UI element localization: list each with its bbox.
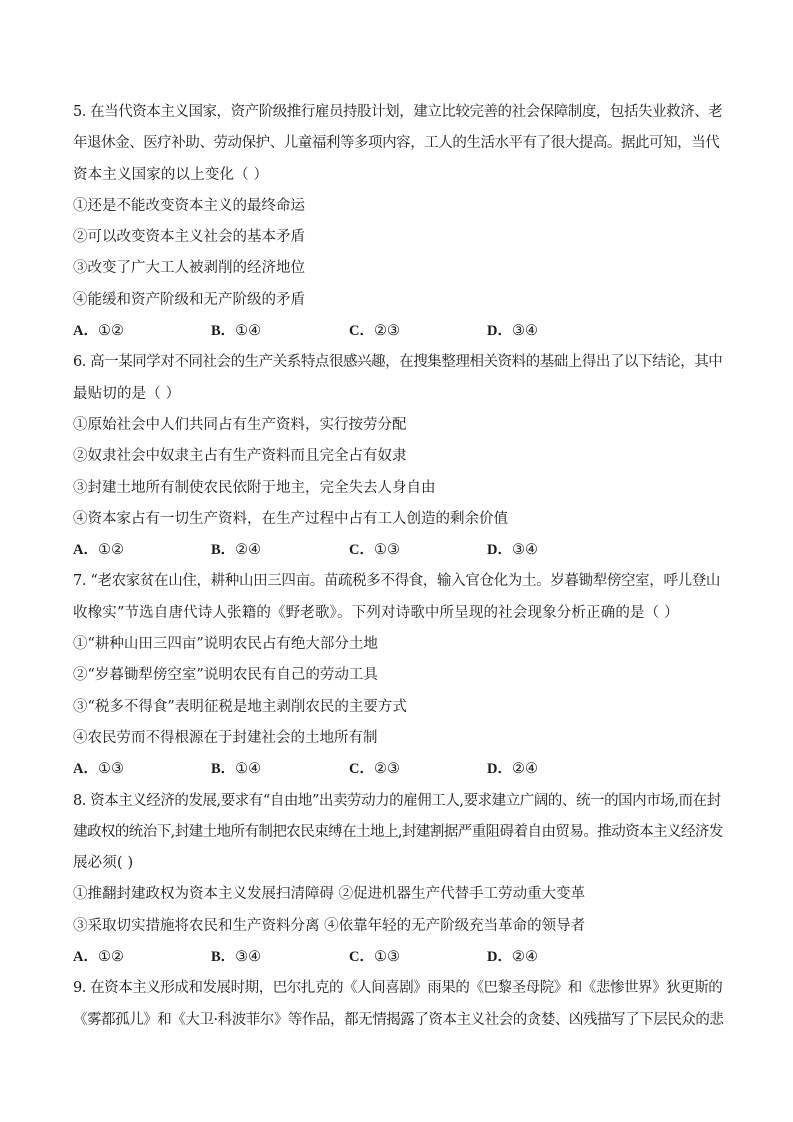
option-b: B．①④: [211, 323, 262, 340]
question-stem-line: 展必须( ): [73, 855, 134, 872]
statement-item: ①还是不能改变资本主义的最终命运: [73, 197, 305, 214]
question-7: [73, 566, 723, 785]
question-stem-line: 年退休金、医疗补助、劳动保护、儿童福利等多项内容，工人的生活水平有了很大提高。据此可知，当代: [73, 135, 720, 152]
option-d: D．②④: [487, 949, 538, 966]
question-stem-line: 《雾都孤儿》和《大卫·科波菲尔》等作品，都无情揭露了资本主义社会的贪婪、凶残描写了下层民众的悲: [73, 1011, 724, 1028]
option-c: C．②③: [349, 323, 400, 340]
question-stem-line: 5. 在当代资本主义国家，资产阶级推行雇员持股计划，建立比较完善的社会保障制度，包括失业救济、老: [73, 104, 723, 120]
statement-item: ④农民劳而不得根源在于封建社会的土地所有制: [73, 729, 378, 746]
question-stem-line: 收橡实”节选自唐代诗人张籍的《野老歌》。下列对诗歌中所呈现的社会现象分析正确的是（ ）: [73, 604, 679, 621]
question-stem-line: 8. 资本主义经济的发展,要求有“自由地”出卖劳动力的雇佣工人,要求建立广阔的、统一的国内市场,而在封: [73, 792, 721, 809]
statement-item: ①推翻封建政权为资本主义发展扫清障碍 ②促进机器生产代替手工劳动重大变革: [73, 886, 586, 903]
document-page: [73, 97, 723, 1036]
option-b: B．③④: [211, 949, 262, 966]
question-stem-line: 最贴切的是（ ）: [73, 385, 181, 402]
statement-item: ③改变了广大工人被剥削的经济地位: [73, 260, 305, 277]
answer-options: [73, 754, 723, 785]
option-b: B．①④: [211, 761, 262, 778]
statement-item: ③封建土地所有制使农民依附于地主，完全失去人身自由: [73, 479, 436, 496]
option-d: D．③④: [487, 323, 538, 340]
question-stem-line: 建政权的统治下,封建土地所有制把农民束缚在土地上,封建割据严重阻碍着自由贸易。推动资本主义经济发: [73, 823, 723, 840]
option-a: A．①②: [73, 949, 124, 966]
question-5: [73, 97, 723, 347]
statement-item: ①原始社会中人们共同占有生产资料，实行按劳分配: [73, 416, 407, 433]
statement-item: ④能缓和资产阶级和无产阶级的矛盾: [73, 291, 305, 308]
option-c: C．②③: [349, 761, 400, 778]
option-d: D．②④: [487, 761, 538, 778]
question-6: [73, 347, 723, 566]
question-stem-line: 7. “老农家贫在山住，耕种山田三四亩。苗疏税多不得食，输入官仓化为土。岁暮锄犁傍空室，呼儿登山: [73, 573, 721, 590]
answer-options: [73, 535, 723, 566]
answer-options: [73, 942, 723, 973]
option-c: C．①③: [349, 949, 400, 966]
option-a: A．①③: [73, 761, 124, 778]
statement-item: ②“岁暮锄犁傍空室”说明农民有自己的劳动工具: [73, 667, 378, 684]
statement-item: ④资本家占有一切生产资料，在生产过程中占有工人创造的剩余价值: [73, 510, 508, 527]
statement-item: ③采取切实措施将农民和生产资料分离 ④依靠年轻的无产阶级充当革命的领导者: [73, 917, 586, 934]
question-stem-line: 9. 在资本主义形成和发展时期，巴尔扎克的《人间喜剧》雨果的《巴黎圣母院》和《悲惨世界》狄更斯的: [73, 980, 723, 997]
statement-item: ①“耕种山田三四亩”说明农民占有绝大部分土地: [73, 636, 378, 653]
question-stem-line: 6. 高一某同学对不同社会的生产关系特点很感兴趣，在搜集整理相关资料的基础上得出了以下结论，其中: [73, 354, 723, 371]
statement-item: ②奴隶社会中奴隶主占有生产资料而且完全占有奴隶: [73, 448, 407, 465]
question-9: [73, 973, 723, 1036]
option-d: D．③④: [487, 542, 538, 559]
question-stem-line: 资本主义国家的以上变化（ ）: [73, 166, 269, 183]
statement-item: ②可以改变资本主义社会的基本矛盾: [73, 229, 305, 246]
option-a: A．①②: [73, 323, 124, 340]
statement-item: ③“税多不得食”表明征税是地主剥削农民的主要方式: [73, 698, 407, 715]
question-8: [73, 786, 723, 974]
answer-options: [73, 316, 723, 347]
option-c: C．①③: [349, 542, 400, 559]
option-a: A．①②: [73, 542, 124, 559]
option-b: B．②④: [211, 542, 262, 559]
